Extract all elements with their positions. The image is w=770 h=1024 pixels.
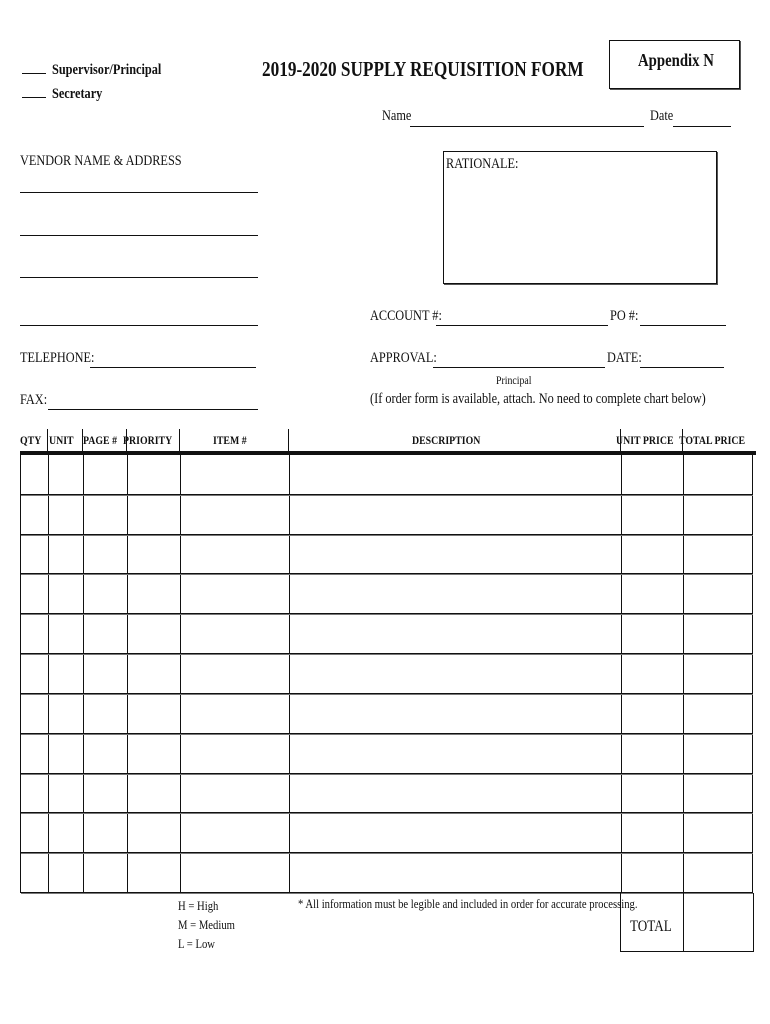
col-divider (83, 455, 84, 893)
role-supervisor-label: Supervisor/Principal (52, 62, 162, 78)
table-row-rule (21, 534, 753, 535)
appendix-label: Appendix N (638, 50, 714, 70)
col-item: ITEM # (212, 432, 247, 447)
po-input-line[interactable] (640, 325, 726, 326)
legend-low: L = Low (178, 936, 216, 951)
header-divider (682, 429, 683, 451)
name-input-line[interactable] (410, 126, 644, 127)
col-unit-price: UNIT PRICE (615, 432, 674, 447)
header-divider (47, 429, 48, 451)
table-row-rule (21, 494, 753, 495)
date-field: Date (650, 108, 674, 124)
role-supervisor (22, 62, 185, 79)
legibility-note: * All information must be legible and included in order for accurate processing. (298, 896, 638, 911)
header-divider (288, 429, 289, 451)
header-divider (620, 429, 621, 451)
approval-label: APPROVAL: (370, 350, 437, 366)
role-secretary-label: Secretary (52, 86, 103, 102)
header-divider (126, 429, 127, 451)
table-row-rule (21, 733, 753, 734)
table-row-rule (21, 812, 753, 813)
col-description: DESCRIPTION (412, 432, 481, 447)
col-priority: PRIORITY (122, 432, 172, 447)
item-grid (20, 455, 753, 893)
fax-input-line[interactable] (48, 409, 258, 410)
priority-legend (178, 896, 247, 953)
po-label: PO #: (610, 308, 639, 324)
approval-date-input-line[interactable] (640, 367, 724, 368)
fax-label: FAX: (20, 392, 48, 408)
col-divider (289, 455, 290, 893)
header-divider (179, 429, 180, 451)
vendor-address-line-2[interactable] (20, 235, 258, 236)
table-row-rule (21, 613, 753, 614)
col-divider (683, 455, 684, 893)
legend-medium: M = Medium (178, 917, 235, 932)
approval-date-label: DATE: (607, 350, 642, 366)
total-label: TOTAL (630, 918, 672, 935)
vendor-address-line-1[interactable] (20, 192, 258, 193)
vendor-address-line-4[interactable] (20, 325, 258, 326)
table-row-rule (21, 773, 753, 774)
supervisor-checkline[interactable] (22, 73, 46, 74)
secretary-checkline[interactable] (22, 97, 46, 98)
col-divider (621, 455, 622, 893)
table-row-rule (21, 693, 753, 694)
telephone-label: TELEPHONE: (20, 350, 95, 366)
col-divider (180, 455, 181, 893)
role-secretary (22, 86, 113, 103)
vendor-address-line-3[interactable] (20, 277, 258, 278)
principal-caption: Principal (496, 373, 532, 387)
legend-high: H = High (178, 898, 219, 913)
col-divider (752, 455, 753, 893)
account-input-line[interactable] (436, 325, 608, 326)
account-label: ACCOUNT #: (370, 308, 442, 324)
col-divider (48, 455, 49, 893)
approval-input-line[interactable] (433, 367, 605, 368)
total-value-cell[interactable] (683, 894, 751, 950)
form-title: 2019-2020 SUPPLY REQUISITION FORM (262, 57, 584, 81)
header-divider (82, 429, 83, 451)
rationale-label: RATIONALE: (446, 156, 519, 172)
col-total-price: TOTAL PRICE (678, 432, 745, 447)
col-qty: QTY (20, 432, 42, 447)
col-divider (127, 455, 128, 893)
table-row-rule (21, 653, 753, 654)
attach-note: (If order form is available, attach. No need to complete chart below) (370, 391, 706, 407)
vendor-label: VENDOR NAME & ADDRESS (20, 153, 182, 169)
name-field: Name (382, 108, 412, 124)
date-input-line[interactable] (673, 126, 731, 127)
table-row-rule (21, 573, 753, 574)
telephone-input-line[interactable] (90, 367, 256, 368)
col-unit: UNIT (49, 432, 75, 447)
table-row-rule (21, 852, 753, 853)
col-page: PAGE # (83, 432, 118, 447)
